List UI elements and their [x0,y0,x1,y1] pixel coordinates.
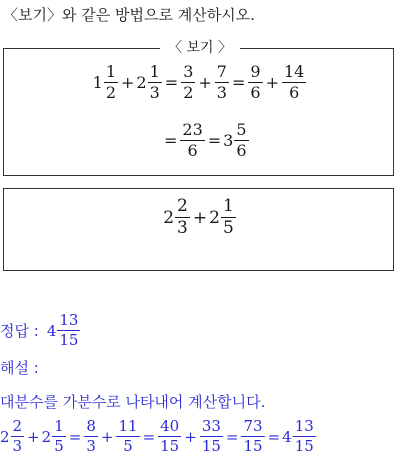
example-box-title: 〈 보기 〉 [160,40,240,56]
whole: 2 [0,427,10,446]
fraction [180,122,204,159]
fraction [282,64,306,101]
denominator: 15 [243,437,263,455]
answer-label: 정답 : [0,322,39,340]
numerator: 2 [12,417,23,435]
fraction [116,419,139,454]
fraction [104,64,118,101]
solution-title: 해설 : [0,359,39,377]
numerator: 33 [201,417,221,435]
denominator: 2 [105,83,117,102]
denominator: 6 [187,141,198,160]
equals-sign: = [267,427,281,446]
numerator: 7 [216,62,227,81]
denominator: 15 [294,437,314,455]
plus-sign: + [198,73,212,92]
plus-sign: + [27,427,40,446]
whole: 3 [223,131,234,150]
numerator: 1 [54,417,64,435]
numerator: 9 [250,62,261,81]
equals-sign: = [231,73,246,92]
whole: 4 [282,427,292,446]
denominator: 3 [86,437,96,455]
fraction [11,419,25,454]
fraction [215,64,229,101]
example-equation-line-1 [0,64,400,101]
whole: 4 [46,321,57,340]
equals-sign: = [164,131,178,150]
example-equation-line-2 [162,122,250,159]
denominator: 15 [201,437,221,455]
equals-sign: = [164,73,179,92]
fraction [234,122,248,159]
fraction [57,313,80,348]
fraction [293,419,316,454]
whole: 2 [136,73,147,92]
numerator: 23 [182,120,203,139]
plus-sign: + [265,73,279,92]
numerator: 1 [105,62,117,81]
numerator: 1 [149,62,160,81]
plus-sign: + [184,427,197,446]
denominator: 5 [54,437,64,455]
plus-sign: + [100,427,114,446]
fraction [84,419,98,454]
denominator: 15 [160,437,180,455]
answer [0,313,81,348]
fraction [158,419,181,454]
denominator: 15 [59,331,79,349]
numerator: 13 [59,311,79,329]
denominator: 3 [216,83,227,102]
whole: 2 [41,427,52,446]
whole: 2 [163,207,175,228]
denominator: 5 [222,218,234,238]
numerator: 14 [283,62,305,81]
denominator: 6 [236,141,247,160]
plus-sign: + [192,207,208,228]
numerator: 3 [183,62,194,81]
fraction [248,64,262,101]
whole: 1 [92,73,103,92]
solution-equation [0,419,317,454]
numerator: 73 [243,417,263,435]
solution-text: 대분수를 가분수로 나타내어 계산합니다. [0,393,266,411]
equals-sign: = [68,427,82,446]
whole: 2 [209,207,220,228]
numerator: 40 [160,417,180,435]
numerator: 5 [236,120,247,139]
numerator: 11 [118,417,138,435]
denominator: 3 [177,218,188,238]
fraction [175,198,190,237]
denominator: 2 [183,83,194,102]
denominator: 5 [123,437,133,455]
problem-expression [0,198,400,237]
denominator: 6 [250,83,261,102]
fraction [148,64,162,101]
fraction [181,64,195,101]
fraction [52,419,66,454]
numerator: 8 [86,417,96,435]
example-box-title-wrap [0,37,400,57]
fraction [221,198,236,237]
plus-sign: + [121,73,135,92]
denominator: 6 [289,83,300,102]
equals-sign: = [142,427,156,446]
denominator: 3 [149,83,160,102]
instruction: 〈보기〉와 같은 방법으로 계산하시오. [3,6,255,24]
numerator: 1 [222,196,234,216]
fraction [200,419,223,454]
equals-sign: = [225,427,239,446]
equals-sign: = [207,131,222,150]
numerator: 2 [177,196,188,216]
numerator: 13 [294,417,314,435]
fraction [241,419,264,454]
denominator: 3 [12,437,23,455]
